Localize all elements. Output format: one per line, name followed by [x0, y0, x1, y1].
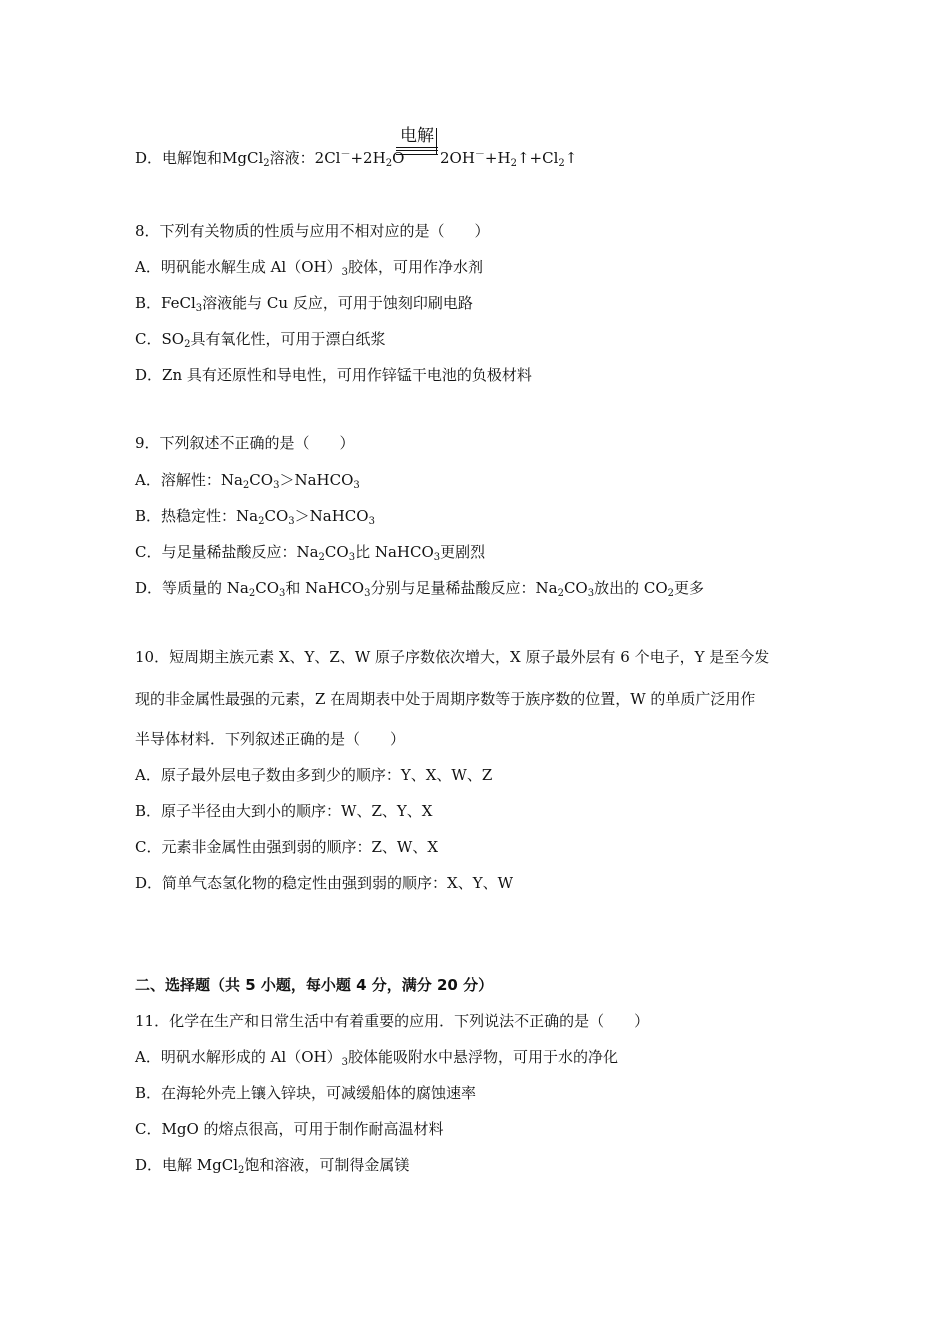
- q10-option-b: B．原子半径由大到小的顺序：W、Z、Y、X: [135, 802, 433, 820]
- q7-option-d: D．电解饱和MgCl$_2$溶液：$2Cl^-+2H_2O$: [135, 149, 405, 169]
- q10-stem-line-3: 半导体材料．下列叙述正确的是（ ）: [135, 730, 406, 748]
- q10-option-a: A．原子最外层电子数由多到少的顺序：Y、X、W、Z: [135, 766, 493, 784]
- q8-option-b: B．FeCl$_3$溶液能与 Cu 反应，可用于蚀刻印刷电路: [135, 294, 473, 314]
- equation-products: $2OH^-+H_2↑+Cl_2↑$: [440, 149, 578, 169]
- equation-equals-sign: [396, 147, 438, 155]
- q11-option-a: A．明矾水解形成的 $Al(OH)_3$胶体能吸附水中悬浮物，可用于水的净化: [135, 1048, 619, 1068]
- q10-option-d: D．简单气态氢化物的稳定性由强到弱的顺序：X、Y、W: [135, 874, 514, 892]
- q10-stem-line-1: 10．短周期主族元素 X、Y、Z、W 原子序数依次增大，X 原子最外层有 6 个电子，Y 是至今发: [135, 648, 770, 666]
- q9-option-a: A．溶解性：$Na_2CO_3>NaHCO_3$: [135, 471, 360, 491]
- q11-stem: 11．化学在生产和日常生活中有着重要的应用．下列说法不正确的是（ ）: [135, 1012, 650, 1030]
- section-2-heading: 二、选择题（共 5 小题，每小题 4 分，满分 20 分）: [135, 976, 494, 994]
- q8-option-c: C．$SO_2$具有氧化性，可用于漂白纸浆: [135, 330, 386, 350]
- q11-option-c: C．MgO 的熔点很高，可用于制作耐高温材料: [135, 1120, 444, 1138]
- q8-option-a: A．明矾能水解生成 $Al(OH)_3$胶体，可用作净水剂: [135, 258, 484, 278]
- q11-option-b: B．在海轮外壳上镶入锌块，可减缓船体的腐蚀速率: [135, 1084, 477, 1102]
- q9-option-c: C．与足量稀盐酸反应：$Na_2CO_3$比 NaHCO$_3$更剧烈: [135, 543, 486, 563]
- q9-stem: 9．下列叙述不正确的是（ ）: [135, 434, 355, 452]
- equation-bracket-mark: [436, 128, 437, 154]
- q9-option-b: B．热稳定性：$Na_2CO_3>NaHCO_3$: [135, 507, 375, 527]
- q8-stem: 8．下列有关物质的性质与应用不相对应的是（ ）: [135, 222, 490, 240]
- q9-option-d: D．等质量的 $Na_2CO_3$和 NaHCO$_3$分别与足量稀盐酸反应：$Na_2CO_3$放出的 $CO_2$更多: [135, 579, 705, 599]
- q10-stem-line-2: 现的非金属性最强的元素，Z 在周期表中处于周期序数等于族序数的位置，W 的单质广泛用作: [135, 690, 756, 708]
- q8-option-d: D．Zn 具有还原性和导电性，可用作锌锰干电池的负极材料: [135, 366, 532, 384]
- electrolysis-condition: 电解: [400, 126, 434, 146]
- q11-option-d: D．电解 MgCl$_2$饱和溶液，可制得金属镁: [135, 1156, 410, 1176]
- q10-option-c: C．元素非金属性由强到弱的顺序：Z、W、X: [135, 838, 438, 856]
